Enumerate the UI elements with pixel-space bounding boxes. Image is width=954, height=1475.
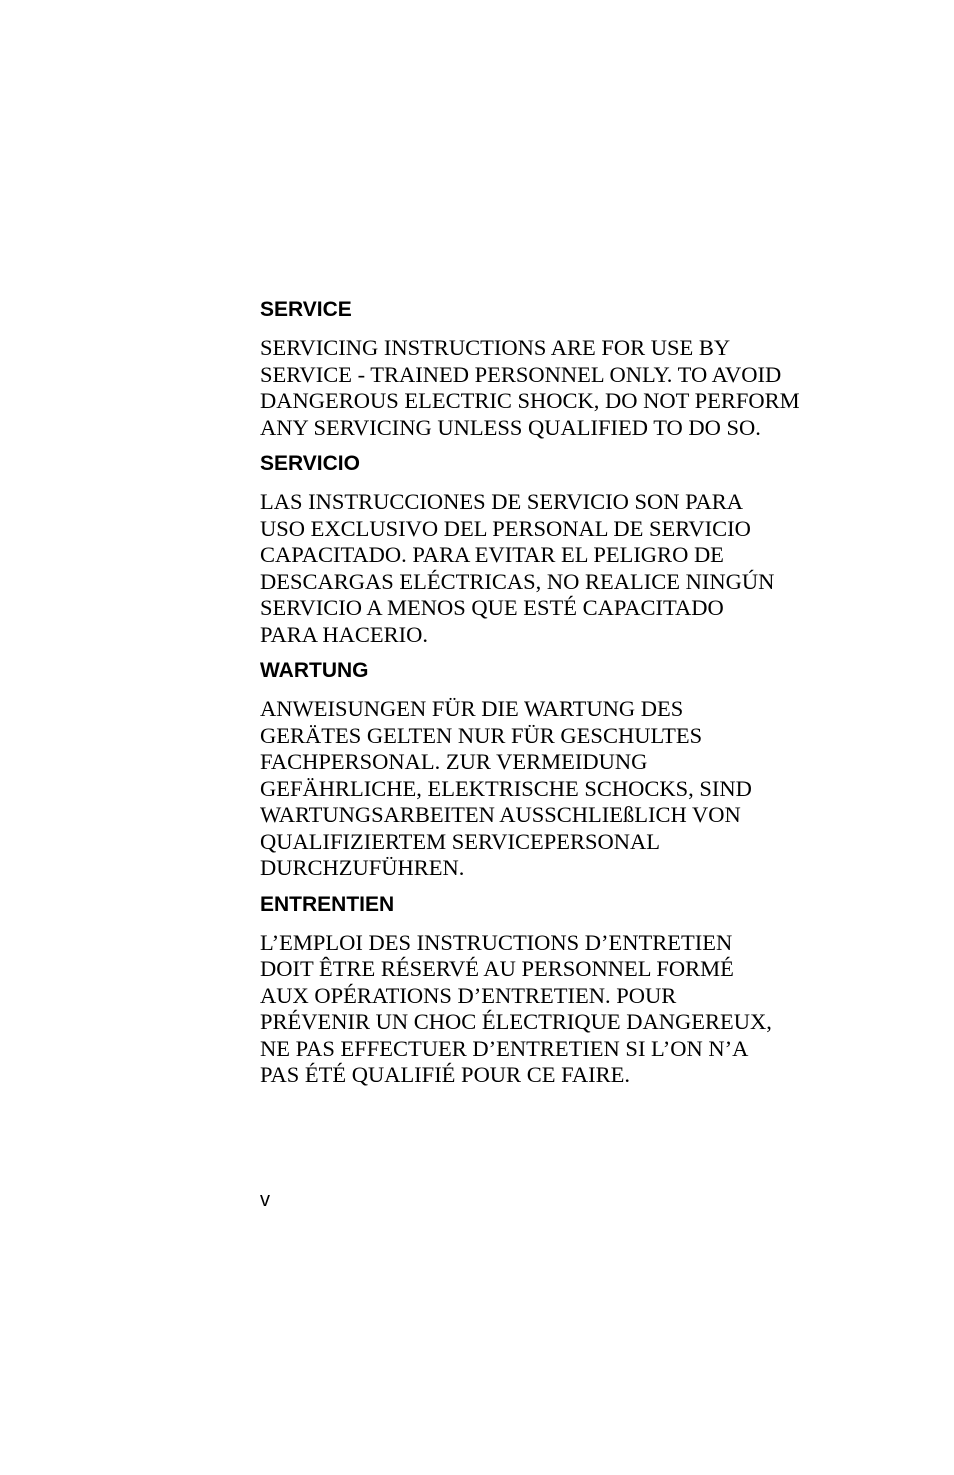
page-number: v [260,1189,270,1211]
body-service: SERVICING INSTRUCTIONS ARE FOR USE BY SERVICE - TRAINED PERSONNEL ONLY. TO AVOID DANGEROUS ELECTRIC SHOCK, DO NOT PERFORM ANY SERVICING UNLESS QUALIFIED TO DO SO. [260,335,800,440]
heading-service: SERVICE [260,298,352,321]
body-wartung: ANWEISUNGEN FÜR DIE WARTUNG DES GERÄTES GELTEN NUR FÜR GESCHULTES FACHPERSONAL. ZUR VERMEIDUNG GEFÄHRLICHE, ELEKTRISCHE SCHOCKS, SIND WARTUNGSARBEITEN AUSSCHLIEßLICH VON QUALIFIZIERTEM SERVICEPERSONAL DURCHZUFÜHREN. [260,696,752,880]
heading-wartung: WARTUNG [260,659,369,682]
service-warnings [260,297,880,1099]
heading-servicio: SERVICIO [260,452,360,475]
body-servicio: LAS INSTRUCCIONES DE SERVICIO SON PARA USO EXCLUSIVO DEL PERSONAL DE SERVICIO CAPACITADO. PARA EVITAR EL PELIGRO DE DESCARGAS ELÉCTRICAS, NO REALICE NINGÚN SERVICIO A MENOS QUE ESTÉ CAPACITADO PARA HACERIO. [260,489,775,647]
heading-entretien: ENTRENTIEN [260,892,395,916]
body-entretien: L’EMPLOI DES INSTRUCTIONS D’ENTRETIEN DOIT ÊTRE RÉSERVÉ AU PERSONNEL FORMÉ AUX OPÉRATIONS D’ENTRETIEN. POUR PRÉVENIR UN CHOC ÉLECTRIQUE DANGEREUX, NE PAS EFFECTUER D’ENTRETIEN SI L’ON N’A PAS ÉTÉ QUALIFIÉ POUR CE FAIRE. [260,929,772,1087]
